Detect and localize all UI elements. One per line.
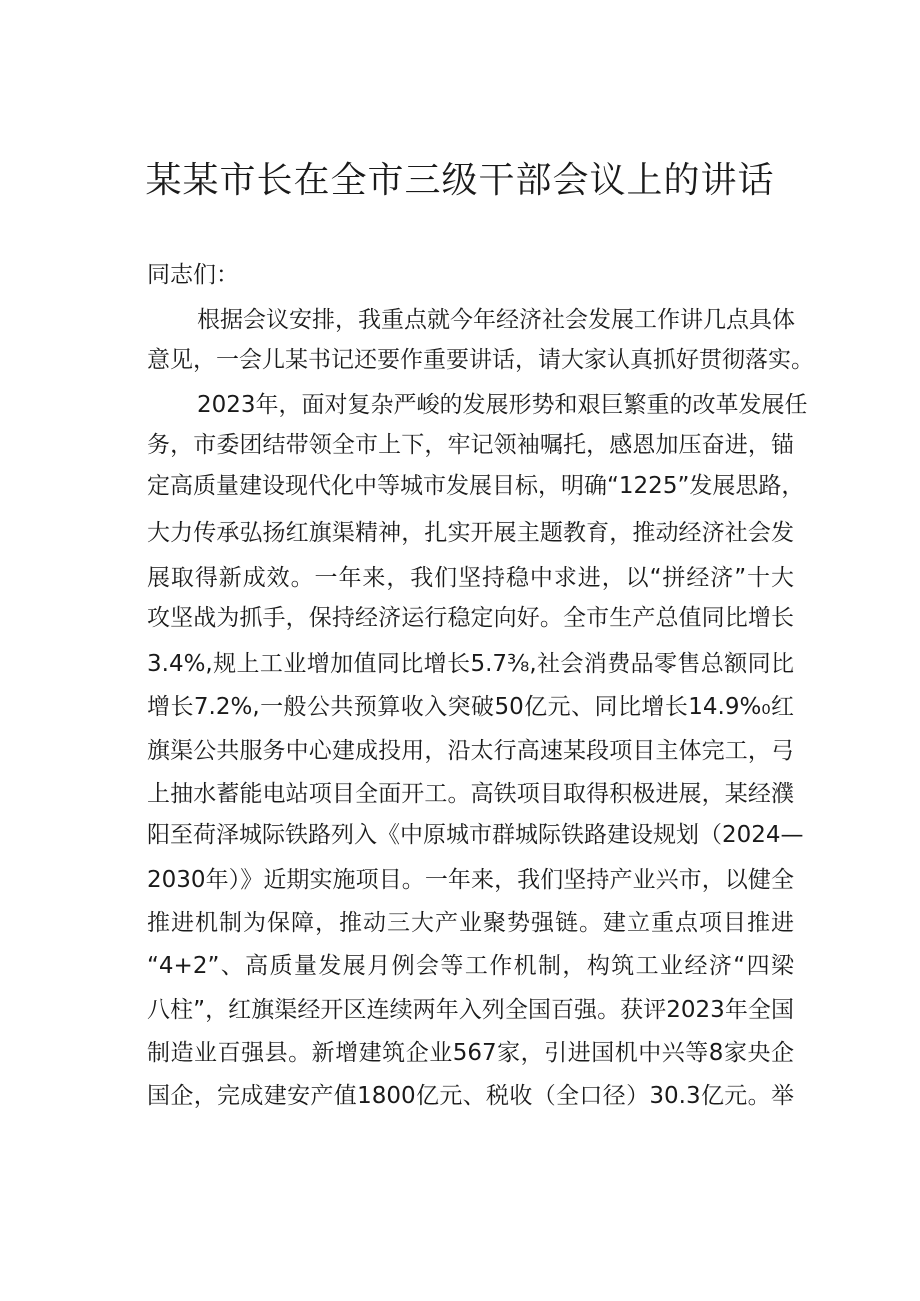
- body-line: 展取得新成效。一年来，我们坚持稳中求进，以“拼经济”十大: [147, 565, 794, 591]
- body-line: 大力传承弘扬红旗渠精神，扎实开展主题教育，推动经济社会发: [147, 520, 794, 546]
- body-line: “4+2”、高质量发展月例会等工作机制，构筑工业经济“四梁: [147, 953, 794, 979]
- document-title: 某某市长在全市三级干部会议上的讲话: [145, 160, 775, 201]
- body-line: 意见，一会儿某书记还要作重要讲话，请大家认真抓好贯彻落实。: [147, 347, 814, 373]
- body-line: 八柱”，红旗渠经开区连续两年入列全国百强。获评2023年全国: [147, 997, 794, 1023]
- body-line: 增长7.2%,一般公共预算收入突破50亿元、同比增长14.9%₀红: [147, 694, 794, 720]
- body-line: 旗渠公共服务中心建成投用，沿太行高速某段项目主体完工，弓: [147, 738, 794, 764]
- body-line: 推进机制为保障，推动三大产业聚势强链。建立重点项目推进: [147, 910, 794, 936]
- body-line: 定高质量建设现代化中等城市发展目标，明确“1225”发展思路，: [147, 473, 805, 499]
- body-line: 2023年，面对复杂严峻的发展形势和艰巨繁重的改革发展任: [197, 392, 808, 418]
- body-line: 根据会议安排，我重点就今年经济社会发展工作讲几点具体: [197, 307, 795, 333]
- body-line: 上抽水蓄能电站项目全面开工。高铁项目取得积极进展，某经濮: [147, 781, 794, 807]
- body-line: 国企，完成建安产值1800亿元、税收（全口径）30.3亿元。举: [147, 1083, 794, 1109]
- body-line: 制造业百强县。新增建筑企业567家，引进国机中兴等8家央企: [147, 1040, 794, 1066]
- body-line: 3.4%,规上工业增加值同比增长5.7⅜,社会消费品零售总额同比: [147, 651, 794, 677]
- body-line: 2030年）》近期实施项目。一年来，我们坚持产业兴市，以健全: [147, 867, 794, 893]
- body-line: 务，市委团结带领全市上下，牢记领袖嘱托，感恩加压奋进，锚: [147, 432, 794, 458]
- body-line: 阳至荷泽城际铁路列入《中原城市群城际铁路建设规划（2024—: [147, 822, 804, 848]
- salutation: 同志们：: [147, 262, 239, 288]
- body-line: 攻坚战为抓手，保持经济运行稳定向好。全市生产总值同比增长: [147, 605, 794, 631]
